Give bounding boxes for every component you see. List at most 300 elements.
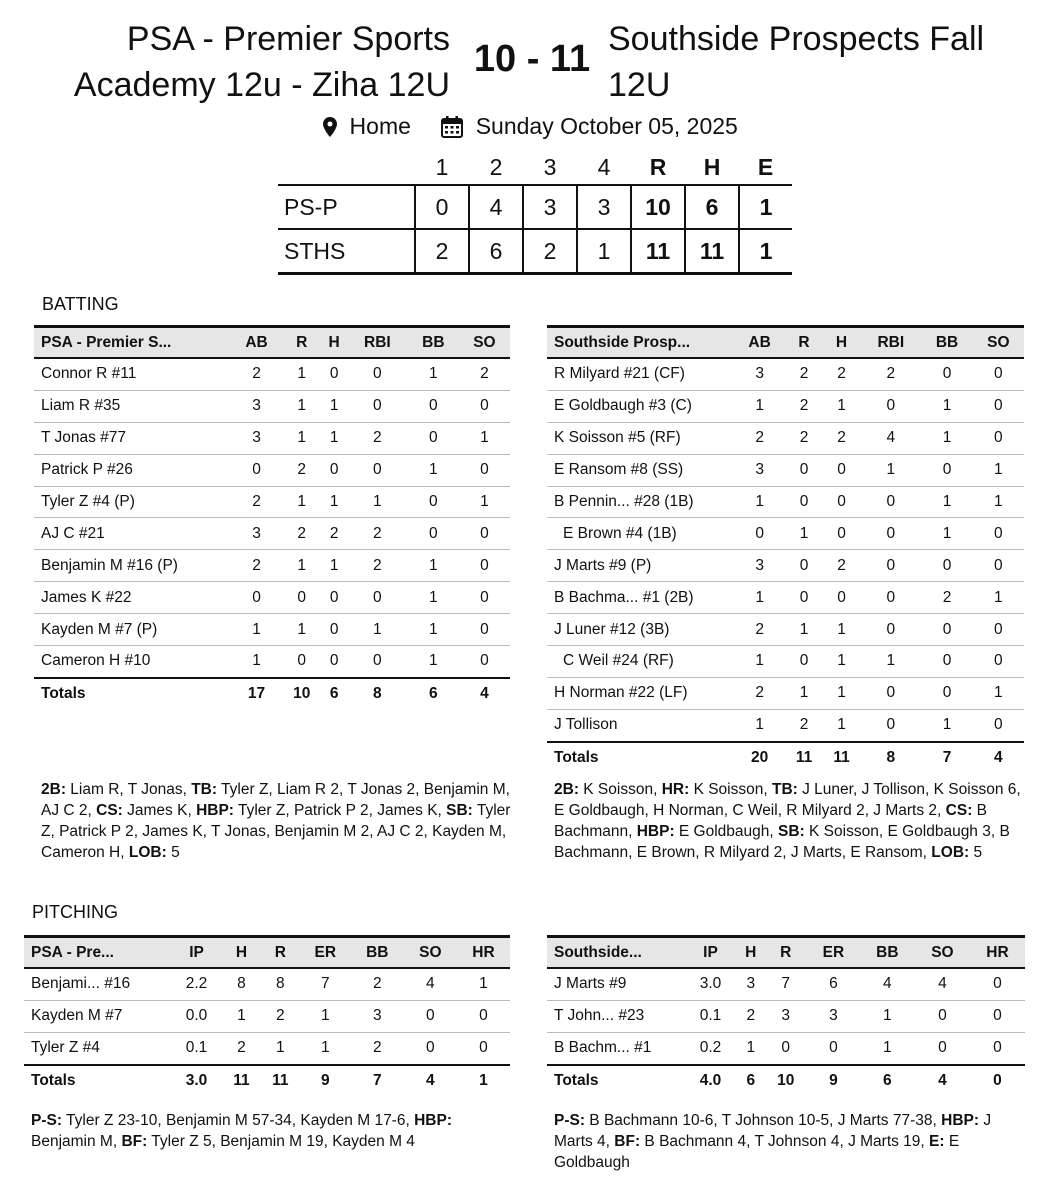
- away-pitching-table: [547, 935, 1025, 1097]
- player-row: [34, 454, 510, 486]
- stat-column-header: SO: [931, 943, 954, 961]
- totals-cell: 3.0: [171, 1065, 222, 1097]
- stat-cell: 1: [282, 614, 321, 646]
- stat-cell: 1: [408, 550, 459, 582]
- totals-cell: 10: [765, 1065, 807, 1097]
- player-name: Connor R #11: [34, 358, 231, 390]
- player-name: B Pennin... #28 (1B): [547, 486, 734, 518]
- stat-cell: 1: [457, 968, 510, 1000]
- final-score: 10 - 11: [473, 38, 591, 80]
- stat-column-header: HR: [986, 943, 1009, 961]
- note-text: E Goldbaugh: [554, 1133, 960, 1171]
- note-label: TB:: [191, 781, 218, 798]
- stat-cell: 0: [921, 677, 972, 709]
- stat-cell: 0: [781, 1039, 791, 1057]
- stat-cell: 2: [459, 358, 510, 390]
- player-name: E Ransom #8 (SS): [547, 454, 734, 486]
- stat-cell: 2: [737, 1000, 765, 1032]
- stat-cell: 0: [347, 582, 408, 614]
- stat-cell: 2: [347, 550, 408, 582]
- stat-cell: 1: [282, 486, 321, 518]
- note-text: Liam R, T Jonas,: [65, 781, 192, 798]
- totals-cell: 7: [921, 742, 972, 774]
- note-label: TB:: [771, 781, 798, 798]
- stat-cell: 2: [860, 358, 921, 390]
- team-header-spacer: [278, 150, 415, 185]
- stat-cell: 1: [823, 677, 861, 709]
- note-label: HBP:: [196, 802, 234, 819]
- note-label: 2B:: [41, 781, 66, 798]
- stat-cell: 3: [807, 1000, 860, 1032]
- team-column-header: Southside Prosp...: [554, 333, 691, 351]
- note-text: E Goldbaugh,: [674, 823, 779, 840]
- note-text: Benjamin M,: [31, 1133, 122, 1150]
- stat-cell: 2: [231, 550, 282, 582]
- stat-column-header: BB: [935, 333, 959, 351]
- note-label: SB:: [778, 823, 805, 840]
- note-label: LOB:: [128, 844, 167, 861]
- stat-cell: 1: [347, 614, 408, 646]
- stat-cell: 3: [231, 390, 282, 422]
- stat-column-header: BB: [422, 333, 445, 351]
- totals-row: [24, 1065, 510, 1097]
- stat-cell: 2: [321, 518, 347, 550]
- stat-cell: 1: [734, 486, 785, 518]
- stat-cell: 3.0: [684, 968, 737, 1000]
- stat-cell: 1: [837, 716, 846, 734]
- note-label: CS:: [945, 802, 973, 819]
- stat-cell: 2: [785, 390, 823, 422]
- stat-cell: 1: [921, 390, 972, 422]
- stat-cell: 0: [321, 454, 347, 486]
- stat-cell: 0: [921, 358, 972, 390]
- stat-column-header: HR: [472, 943, 495, 961]
- stat-column-header: R: [798, 333, 810, 351]
- stat-cell: 0: [860, 677, 921, 709]
- totals-row: [547, 742, 1024, 774]
- line-score-row: [278, 229, 792, 274]
- stat-cell: 0: [785, 486, 823, 518]
- batting-section-title: BATTING: [42, 294, 119, 314]
- player-row: [547, 550, 1024, 582]
- stat-cell: 0: [479, 1039, 488, 1057]
- totals-cell: 11: [261, 1065, 300, 1097]
- note-text: B Bachmann 4, T Johnson 4, J Marts 19,: [640, 1133, 930, 1150]
- inning-runs: 2: [415, 229, 469, 274]
- stat-cell: 1: [321, 550, 347, 582]
- stat-cell: 0: [347, 390, 408, 422]
- note-label: P-S:: [554, 1112, 585, 1129]
- stat-cell: 1: [734, 582, 785, 614]
- stat-cell: 1: [321, 486, 347, 518]
- stat-column-header: H: [235, 943, 248, 961]
- home-pitching-table: [24, 935, 510, 1097]
- stat-cell: 0: [973, 518, 1024, 550]
- stat-cell: 8: [222, 968, 261, 1000]
- inning-runs: 4: [469, 185, 523, 229]
- note-text: Tyler Z, Patrick P 2, James K, T Jonas, Benjamin M 2, AJ C 2, Kayden M, Cameron H,: [41, 802, 511, 861]
- stat-cell: 0: [785, 550, 823, 582]
- table-header-row: [547, 327, 1024, 359]
- note-label: HBP:: [636, 823, 675, 840]
- stat-cell: 0: [404, 1000, 457, 1032]
- stat-cell: 1: [860, 1000, 915, 1032]
- stat-cell: 0: [823, 486, 861, 518]
- stat-cell: 2: [823, 550, 861, 582]
- stat-cell: 0: [860, 486, 921, 518]
- stat-cell: 1: [408, 582, 459, 614]
- player-name: T John... #23: [547, 1000, 684, 1032]
- stat-cell: 1: [785, 614, 823, 646]
- stat-cell: 1: [973, 454, 1024, 486]
- total-errors: 1: [739, 229, 792, 274]
- stat-cell: 0: [829, 1039, 838, 1057]
- player-name: T Jonas #77: [34, 422, 231, 454]
- stat-cell: 0: [973, 614, 1024, 646]
- stat-cell: 3: [351, 1000, 404, 1032]
- player-name: J Luner #12 (3B): [547, 614, 734, 646]
- stat-cell: 2: [347, 422, 408, 454]
- game-meta: [0, 112, 1061, 140]
- player-name: R Milyard #21 (CF): [547, 358, 734, 390]
- totals-label: Totals: [547, 1065, 684, 1097]
- stat-cell: 0: [993, 1039, 1002, 1057]
- stat-cell: 6: [807, 968, 860, 1000]
- stat-cell: 0: [860, 614, 921, 646]
- away-team-name: Southside Prospects Fall 12U: [608, 20, 985, 104]
- stat-cell: 1: [755, 716, 764, 734]
- total-errors: 1: [739, 185, 792, 229]
- stat-cell: 4: [915, 968, 970, 1000]
- player-row: [34, 486, 510, 518]
- player-row: [547, 614, 1024, 646]
- inning-header: 3: [543, 153, 557, 180]
- note-text: James K,: [122, 802, 197, 819]
- stat-cell: 0: [459, 614, 510, 646]
- stat-cell: 0: [373, 652, 382, 670]
- totals-cell: 6: [737, 1065, 765, 1097]
- pitching-section-title: PITCHING: [32, 902, 119, 922]
- stat-cell: 1: [921, 518, 972, 550]
- player-row: [34, 614, 510, 646]
- totals-cell: 1: [457, 1065, 510, 1097]
- player-name: Patrick P #26: [34, 454, 231, 486]
- stat-cell: 0: [426, 1039, 435, 1057]
- stat-cell: 2: [785, 358, 823, 390]
- stat-cell: 0: [321, 614, 347, 646]
- note-label: E:: [929, 1133, 945, 1150]
- stat-cell: 0: [785, 582, 823, 614]
- player-row: [547, 390, 1024, 422]
- note-text: B Bachmann 10-6, T Johnson 10-5, J Marts 77-38,: [585, 1112, 942, 1129]
- stat-cell: 3: [231, 518, 282, 550]
- stat-cell: 0: [973, 646, 1024, 678]
- note-text: Tyler Z, Liam R 2, T Jonas 2, Benjamin M, AJ C 2,: [41, 781, 510, 819]
- stat-cell: 1: [282, 358, 321, 390]
- inning-runs: 3: [577, 185, 631, 229]
- totals-cell: 0: [970, 1065, 1025, 1097]
- stat-cell: 0: [457, 1000, 510, 1032]
- note-text: 5: [969, 844, 983, 861]
- inning-header: 4: [597, 153, 611, 180]
- totals-cell: 4: [973, 742, 1024, 774]
- totals-cell: 8: [860, 742, 921, 774]
- team-column-header: PSA - Pre...: [31, 943, 114, 961]
- player-name: Tyler Z #4: [31, 1039, 100, 1057]
- stat-cell: 0: [231, 454, 282, 486]
- stat-cell: 7: [300, 968, 351, 1000]
- stat-cell: 1: [823, 390, 861, 422]
- stat-column-header: H: [745, 943, 757, 961]
- stat-cell: 1: [746, 1039, 756, 1057]
- stat-cell: 0: [921, 454, 972, 486]
- stat-cell: 4: [860, 968, 915, 1000]
- stat-cell: 3: [734, 358, 785, 390]
- stat-cell: 1: [921, 422, 972, 454]
- stat-cell: 0.1: [185, 1039, 208, 1057]
- team-column-header: PSA - Premier S...: [41, 333, 172, 351]
- stat-cell: 2.2: [171, 968, 222, 1000]
- stat-cell: 0: [734, 518, 785, 550]
- game-date: Sunday October 05, 2025: [475, 113, 738, 140]
- note-label: 2B:: [554, 781, 579, 798]
- totals-cell: 8: [347, 678, 408, 710]
- totals-row: [547, 1065, 1025, 1097]
- stat-cell: 0: [860, 390, 921, 422]
- player-name: E Goldbaugh #3 (C): [547, 390, 734, 422]
- stat-cell: 1: [282, 422, 321, 454]
- stat-cell: 0: [231, 582, 282, 614]
- stat-cell: 0: [459, 390, 510, 422]
- stat-cell: 4: [860, 422, 921, 454]
- stat-column-header: H: [835, 333, 848, 351]
- stat-cell: 1: [734, 390, 785, 422]
- stat-cell: 1: [321, 422, 347, 454]
- totals-cell: 11: [222, 1065, 261, 1097]
- stat-cell: 1: [276, 1039, 285, 1057]
- player-row: [34, 550, 510, 582]
- stat-cell: 1: [459, 486, 510, 518]
- stat-cell: 2: [351, 968, 404, 1000]
- stat-cell: 2: [734, 422, 785, 454]
- player-row: [547, 358, 1024, 390]
- stat-cell: 1: [785, 518, 823, 550]
- player-row: [547, 486, 1024, 518]
- stat-cell: 0: [886, 716, 896, 734]
- player-name: E Brown #4 (1B): [547, 518, 734, 550]
- stat-column-header: IP: [189, 943, 204, 961]
- stat-cell: 2: [231, 358, 282, 390]
- stat-cell: 0: [973, 422, 1024, 454]
- player-name: AJ C #21: [34, 518, 231, 550]
- stat-column-header: AB: [245, 333, 268, 351]
- stat-cell: 1: [282, 390, 321, 422]
- player-row: [547, 709, 1024, 741]
- stat-cell: 0: [347, 454, 408, 486]
- total-runs: 11: [631, 229, 685, 274]
- stat-cell: 1: [883, 1039, 892, 1057]
- totals-cell: 10: [282, 678, 321, 710]
- player-row: [34, 422, 510, 454]
- stat-cell: 2: [237, 1039, 246, 1057]
- player-name: Tyler Z #4 (P): [34, 486, 231, 518]
- note-label: BF:: [614, 1133, 641, 1150]
- table-header-row: [34, 327, 510, 359]
- stat-cell: 2: [261, 1000, 300, 1032]
- stat-cell: 2: [347, 518, 408, 550]
- totals-cell: 11: [823, 742, 861, 774]
- home-batting-notes: [41, 779, 511, 863]
- stat-column-header: ER: [314, 943, 337, 961]
- stat-cell: 8: [261, 968, 300, 1000]
- home-team-name: PSA - Premier Sports Academy 12u - Ziha 12U: [73, 20, 450, 104]
- player-row: [34, 390, 510, 422]
- stat-cell: 1: [921, 486, 972, 518]
- totals-cell: 6: [408, 678, 459, 710]
- away-batting-table: [547, 325, 1024, 774]
- note-text: K Soisson, E Goldbaugh 3, B Bachmann, E Brown, R Milyard 2, J Marts, E Ransom,: [554, 823, 1010, 861]
- stat-cell: 0: [921, 614, 972, 646]
- note-text: K Soisson,: [578, 781, 662, 798]
- location-label: Home: [349, 113, 411, 140]
- team-column-header: Southside...: [554, 943, 642, 961]
- line-score-row: [278, 185, 792, 229]
- stat-cell: 1: [734, 646, 785, 678]
- stat-cell: 0: [459, 454, 510, 486]
- totals-cell: 4: [404, 1065, 457, 1097]
- stat-cell: 0: [973, 390, 1024, 422]
- player-row: [24, 1032, 510, 1064]
- stat-cell: 2: [921, 582, 972, 614]
- home-batting-table: [34, 325, 510, 710]
- stat-cell: 7: [765, 968, 807, 1000]
- errors-header: E: [757, 153, 774, 180]
- stat-cell: 2: [799, 716, 809, 734]
- stat-cell: 0: [860, 582, 921, 614]
- stat-cell: 3: [765, 1000, 807, 1032]
- stat-cell: 0: [408, 422, 459, 454]
- player-row: [34, 646, 510, 678]
- total-runs: 10: [631, 185, 685, 229]
- inning-runs: 1: [577, 229, 631, 274]
- stat-cell: 0: [459, 550, 510, 582]
- stat-cell: 1: [408, 454, 459, 486]
- stat-cell: 3: [737, 968, 765, 1000]
- stat-cell: 0: [329, 652, 339, 670]
- player-name: Kayden M #7: [24, 1000, 171, 1032]
- player-name: J Marts #9: [547, 968, 684, 1000]
- totals-label: Totals: [34, 678, 231, 710]
- stat-cell: 1: [973, 582, 1024, 614]
- stat-cell: 1: [973, 486, 1024, 518]
- player-name: C Weil #24 (RF): [547, 646, 734, 678]
- stat-cell: 0: [297, 652, 307, 670]
- totals-cell: 11: [785, 742, 823, 774]
- stat-cell: 0: [973, 358, 1024, 390]
- stat-cell: 0: [282, 582, 321, 614]
- stat-cell: 3: [231, 422, 282, 454]
- line-score-team: PS-P: [284, 193, 338, 220]
- stat-cell: 0: [785, 454, 823, 486]
- totals-label: Totals: [547, 742, 734, 774]
- note-label: HBP:: [941, 1112, 980, 1129]
- stat-cell: 3: [734, 550, 785, 582]
- stat-cell: 2: [823, 358, 861, 390]
- player-row: [547, 1000, 1025, 1032]
- note-text: 5: [166, 844, 180, 861]
- stat-cell: 1: [321, 390, 347, 422]
- note-text: Tyler Z 5, Benjamin M 19, Kayden M 4: [147, 1133, 415, 1150]
- line-score-table: [278, 150, 792, 275]
- totals-cell: 17: [231, 678, 282, 710]
- stat-cell: 1: [231, 614, 282, 646]
- stat-cell: 1: [320, 1039, 330, 1057]
- stat-cell: 0: [480, 652, 489, 670]
- stat-cell: 1: [282, 550, 321, 582]
- stat-cell: 0: [408, 518, 459, 550]
- stat-cell: 3: [734, 454, 785, 486]
- player-name: Benjamin M #16 (P): [34, 550, 231, 582]
- stat-column-header: RBI: [877, 333, 905, 351]
- inning-runs: 3: [523, 185, 577, 229]
- player-row: [547, 1032, 1025, 1064]
- player-name: B Bachm... #1: [554, 1039, 652, 1057]
- stat-cell: 2: [734, 677, 785, 709]
- note-label: HBP:: [414, 1112, 452, 1129]
- stat-column-header: H: [328, 333, 340, 351]
- stat-column-header: SO: [473, 333, 496, 351]
- stat-cell: 2: [823, 422, 861, 454]
- note-label: P-S:: [31, 1112, 62, 1129]
- stat-cell: 2: [372, 1039, 382, 1057]
- stat-cell: 0: [823, 518, 861, 550]
- player-name: Kayden M #7 (P): [34, 614, 231, 646]
- inning-runs: 2: [523, 229, 577, 274]
- away-pitching-notes: [554, 1110, 1024, 1173]
- player-row: [24, 1000, 510, 1032]
- player-row: [547, 518, 1024, 550]
- player-row: [547, 582, 1024, 614]
- note-text: J Marts 4,: [554, 1112, 992, 1150]
- stat-cell: 0: [973, 550, 1024, 582]
- total-hits: 11: [685, 229, 739, 274]
- stat-cell: 0.2: [699, 1039, 722, 1057]
- stat-cell: 0: [321, 358, 347, 390]
- note-text: B Bachmann,: [554, 802, 988, 840]
- player-name: Benjami... #16: [24, 968, 171, 1000]
- table-header-row: [547, 937, 1025, 969]
- hits-header: H: [703, 153, 721, 180]
- stat-column-header: AB: [748, 333, 771, 351]
- player-name: H Norman #22 (LF): [547, 677, 734, 709]
- totals-cell: 4.0: [684, 1065, 737, 1097]
- home-pitching-notes: [31, 1110, 511, 1152]
- player-row: [34, 518, 510, 550]
- stat-column-header: ER: [822, 943, 845, 961]
- note-label: SB:: [446, 802, 473, 819]
- stat-cell: 2: [282, 454, 321, 486]
- stat-cell: 0: [321, 582, 347, 614]
- stat-cell: 0: [970, 1000, 1025, 1032]
- player-row: [24, 968, 510, 1000]
- stat-column-header: SO: [987, 333, 1010, 351]
- player-row: [34, 582, 510, 614]
- stat-cell: 1: [429, 652, 438, 670]
- totals-cell: 7: [351, 1065, 404, 1097]
- stat-cell: 1: [823, 614, 861, 646]
- stat-cell: 0: [921, 550, 972, 582]
- totals-row: [34, 678, 510, 710]
